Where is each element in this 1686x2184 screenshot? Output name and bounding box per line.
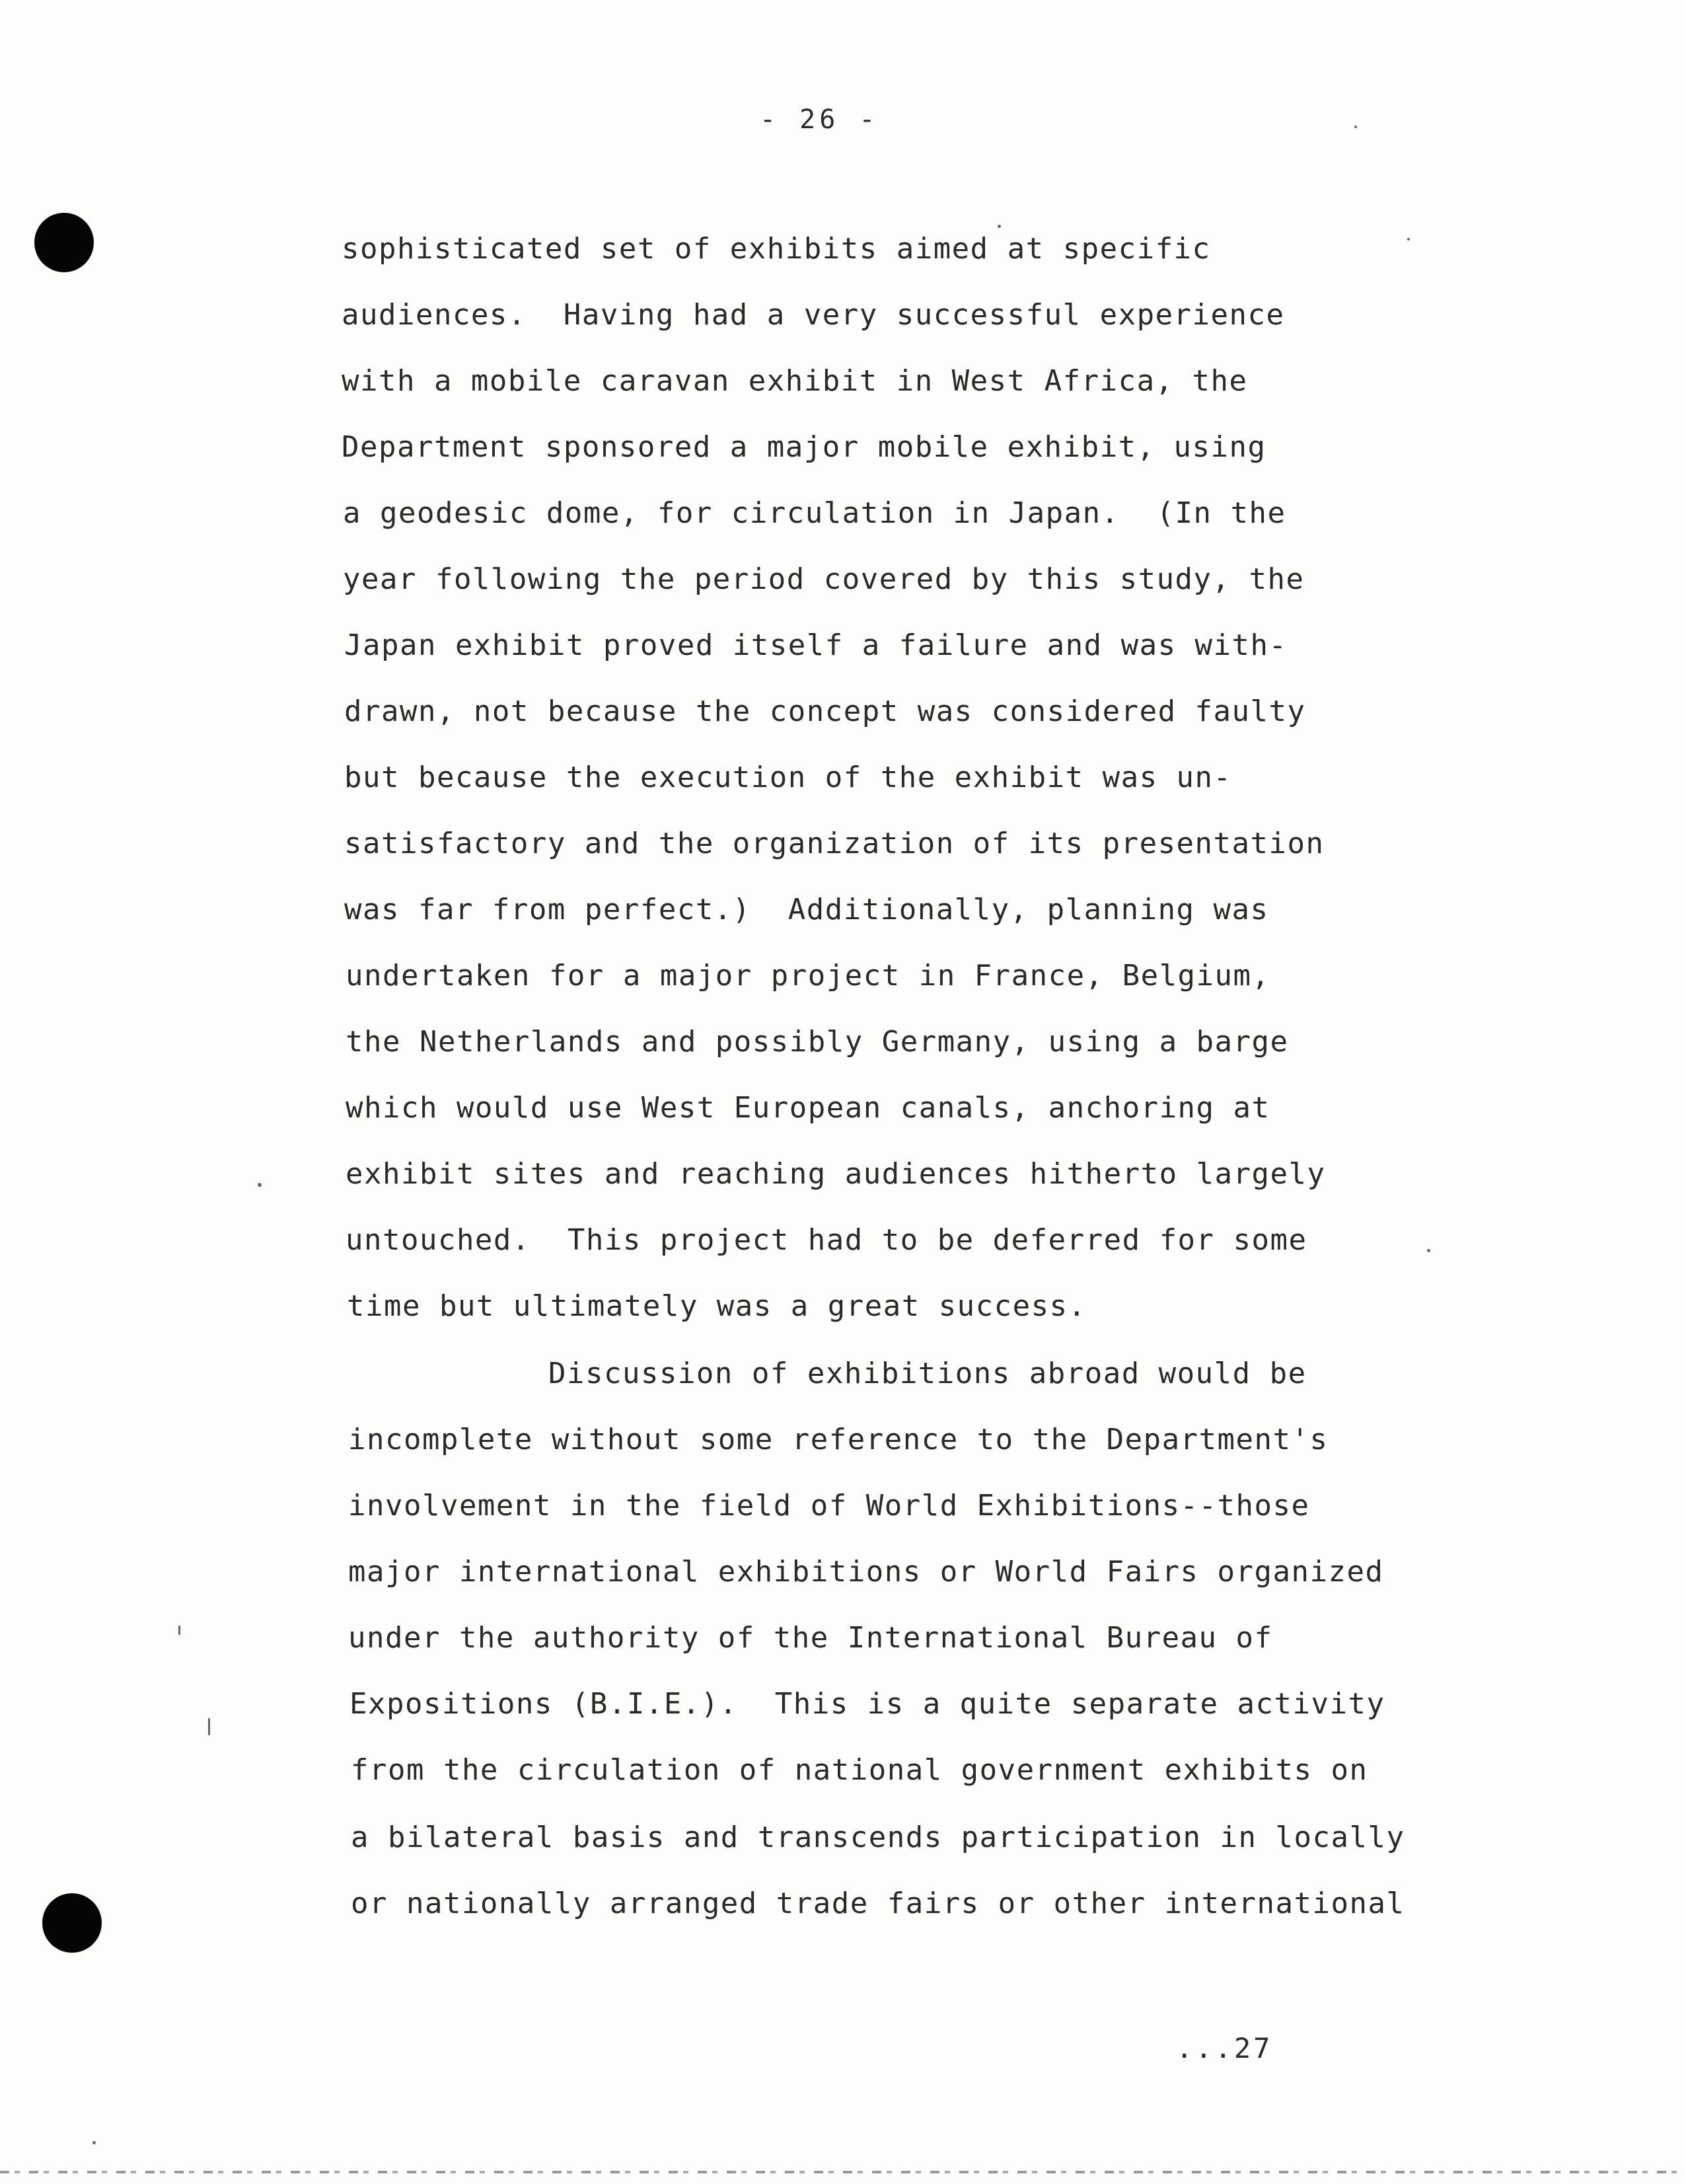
- text-line: the Netherlands and possibly Germany, using a barge: [346, 1025, 1289, 1059]
- text-line: drawn, not because the concept was considered faulty: [344, 695, 1306, 728]
- text-line: a bilateral basis and transcends participation in locally: [351, 1821, 1405, 1854]
- text-line: involvement in the field of World Exhibitions--those: [348, 1489, 1310, 1523]
- text-line: major international exhibitions or World Fairs organized: [348, 1555, 1384, 1589]
- text-line: a geodesic dome, for circulation in Japan. (In the: [343, 496, 1286, 530]
- text-line: Japan exhibit proved itself a failure and was with-: [344, 628, 1288, 662]
- text-line: audiences. Having had a very successful experience: [342, 298, 1285, 332]
- text-line: incomplete without some reference to the Department's: [348, 1423, 1329, 1456]
- text-line: Department sponsored a major mobile exhibit, using: [342, 430, 1266, 464]
- scan-speck: [92, 2141, 96, 2144]
- text-line: undertaken for a major project in France, Belgium,: [346, 959, 1270, 993]
- text-line: with a mobile caravan exhibit in West Africa, the: [342, 364, 1248, 398]
- page-number: - 26 -: [760, 104, 879, 135]
- text-line: year following the period covered by this study, the: [343, 562, 1305, 596]
- text-line: exhibit sites and reaching audiences hitherto largely: [346, 1157, 1326, 1191]
- text-line: sophisticated set of exhibits aimed at specific: [342, 232, 1211, 266]
- scan-speck: [1407, 238, 1410, 241]
- text-line: Discussion of exhibitions abroad would be: [548, 1357, 1307, 1390]
- scan-speck: [1427, 1249, 1430, 1252]
- scan-speck: [998, 225, 1001, 228]
- scan-speck: [258, 1183, 262, 1187]
- text-line: under the authority of the International Bureau of: [348, 1621, 1273, 1655]
- text-line: time but ultimately was a great success.: [347, 1289, 1087, 1323]
- scan-speck: [1354, 126, 1357, 128]
- text-line: which would use West European canals, anchoring at: [346, 1091, 1270, 1125]
- punch-hole-top: [34, 213, 94, 272]
- punch-hole-bottom: [42, 1893, 102, 1953]
- text-line: Expositions (B.I.E.). This is a quite separate activity: [349, 1687, 1385, 1721]
- scan-speck: [178, 1626, 180, 1635]
- text-line: from the circulation of national government exhibits on: [351, 1753, 1368, 1787]
- scan-edge: [0, 2171, 1686, 2173]
- text-line: or nationally arranged trade fairs or other international: [351, 1887, 1405, 1920]
- text-line: satisfactory and the organization of its presentation: [344, 827, 1325, 860]
- scan-speck: [208, 1718, 210, 1735]
- text-line: but because the execution of the exhibit was un-: [344, 761, 1232, 794]
- text-line: was far from perfect.) Additionally, planning was: [344, 893, 1269, 926]
- text-line: untouched. This project had to be deferred for some: [346, 1223, 1307, 1257]
- continuation-marker: ...27: [1176, 2032, 1273, 2064]
